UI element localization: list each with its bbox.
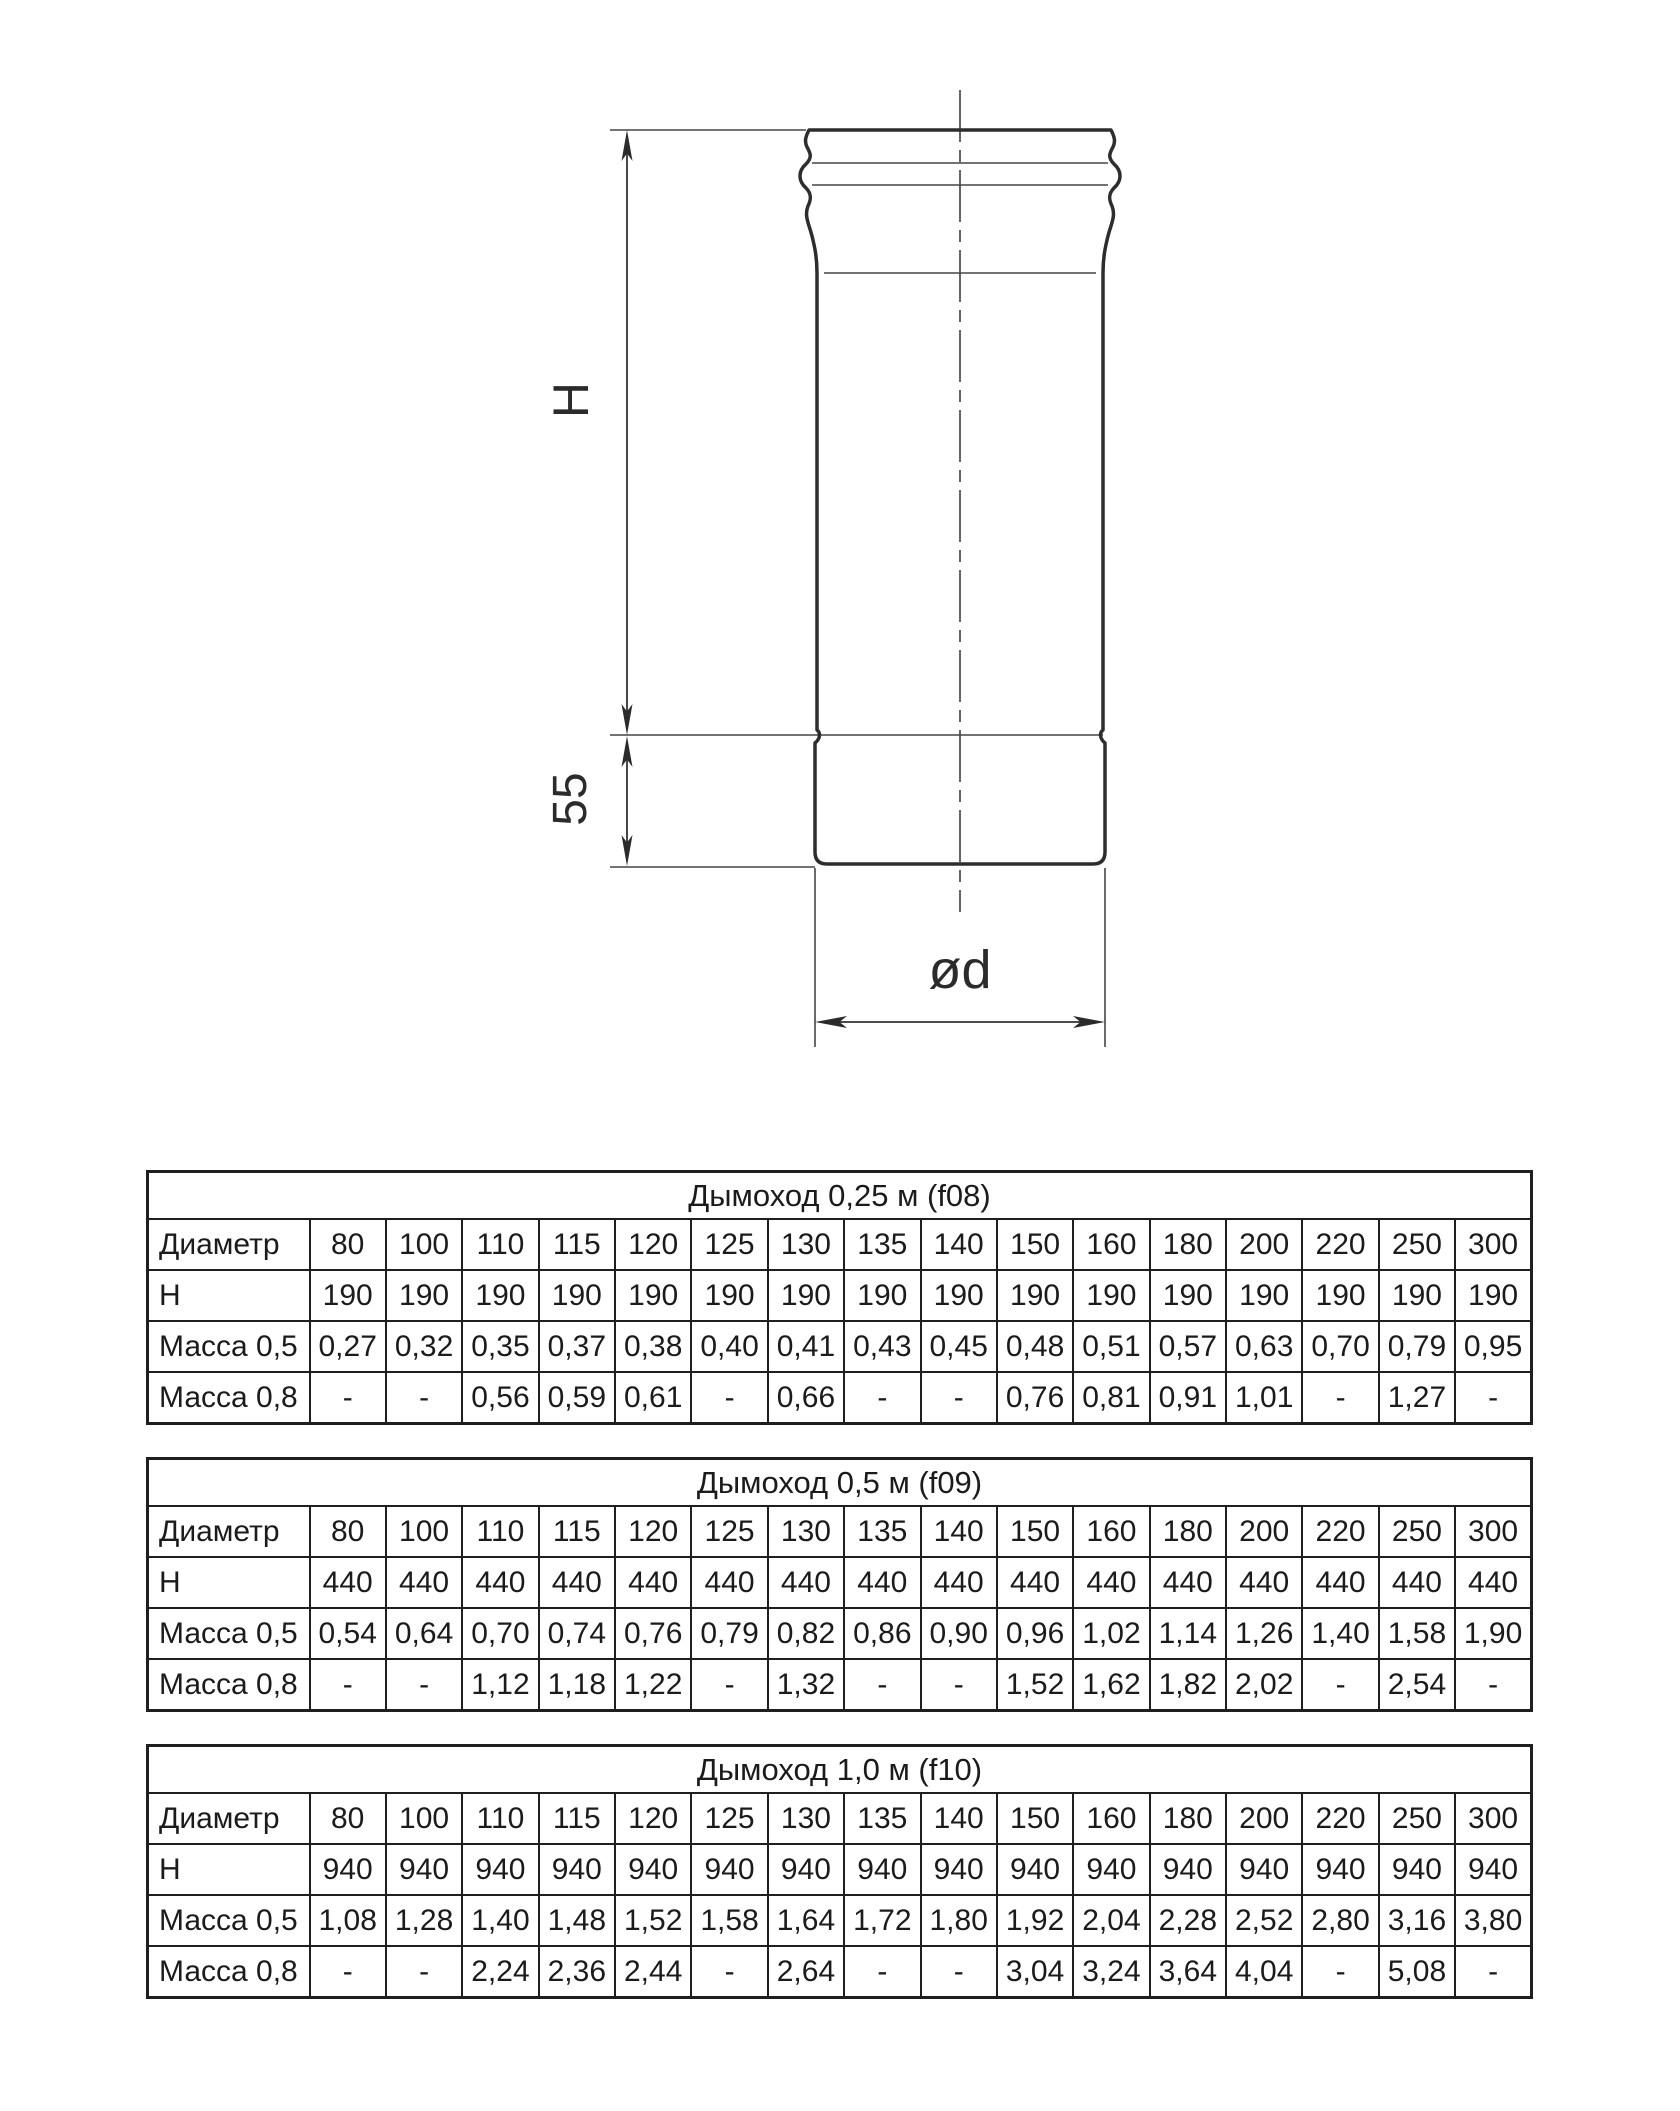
value-cell: - — [691, 1659, 767, 1711]
value-cell: 440 — [1302, 1557, 1378, 1608]
value-cell: 250 — [1379, 1793, 1455, 1844]
value-cell: 3,16 — [1379, 1895, 1455, 1946]
value-cell: 0,76 — [615, 1608, 691, 1659]
row-label: Н — [148, 1557, 310, 1608]
h-dimension-label: H — [543, 381, 599, 419]
table-row — [148, 1321, 1532, 1372]
value-cell: 440 — [768, 1557, 844, 1608]
table-title: Дымоход 0,5 м (f09) — [148, 1459, 1532, 1507]
value-cell: 1,12 — [462, 1659, 538, 1711]
value-cell: 110 — [462, 1219, 538, 1270]
value-cell: 0,54 — [310, 1608, 386, 1659]
value-cell: - — [386, 1372, 462, 1424]
table-row — [148, 1608, 1532, 1659]
value-cell: 4,04 — [1226, 1946, 1302, 1998]
value-cell: 0,35 — [462, 1321, 538, 1372]
value-cell: 1,01 — [1226, 1372, 1302, 1424]
row-label: Масса 0,8 — [148, 1946, 310, 1998]
value-cell: 2,02 — [1226, 1659, 1302, 1711]
value-cell: 440 — [997, 1557, 1073, 1608]
row-label: Масса 0,5 — [148, 1895, 310, 1946]
value-cell: 160 — [1073, 1793, 1149, 1844]
value-cell: 2,64 — [768, 1946, 844, 1998]
value-cell: 0,76 — [997, 1372, 1073, 1424]
value-cell: 125 — [691, 1506, 767, 1557]
value-cell: 0,96 — [997, 1608, 1073, 1659]
value-cell: 1,28 — [386, 1895, 462, 1946]
value-cell: 2,24 — [462, 1946, 538, 1998]
value-cell: 0,79 — [691, 1608, 767, 1659]
value-cell: 190 — [1455, 1270, 1531, 1321]
value-cell: 130 — [768, 1793, 844, 1844]
value-cell: 190 — [539, 1270, 615, 1321]
value-cell: 1,48 — [539, 1895, 615, 1946]
value-cell: 220 — [1302, 1793, 1378, 1844]
value-cell: 300 — [1455, 1793, 1531, 1844]
socket-55-dimension — [544, 736, 633, 866]
value-cell: 0,70 — [1302, 1321, 1378, 1372]
spec-table-f10 — [146, 1744, 1533, 1999]
value-cell: 1,90 — [1455, 1608, 1531, 1659]
value-cell: 1,80 — [921, 1895, 997, 1946]
value-cell: 250 — [1379, 1219, 1455, 1270]
value-cell: 1,52 — [997, 1659, 1073, 1711]
value-cell: 130 — [768, 1506, 844, 1557]
value-cell: 200 — [1226, 1219, 1302, 1270]
value-cell: 1,27 — [1379, 1372, 1455, 1424]
value-cell: 190 — [691, 1270, 767, 1321]
value-cell: 135 — [844, 1793, 920, 1844]
value-cell: - — [921, 1946, 997, 1998]
value-cell: 2,44 — [615, 1946, 691, 1998]
value-cell: 120 — [615, 1219, 691, 1270]
row-label: Диаметр — [148, 1219, 310, 1270]
row-label: Диаметр — [148, 1793, 310, 1844]
value-cell: 120 — [615, 1793, 691, 1844]
value-cell: 940 — [1302, 1844, 1378, 1895]
value-cell: 440 — [844, 1557, 920, 1608]
value-cell: 2,36 — [539, 1946, 615, 1998]
table-row — [148, 1270, 1532, 1321]
table-row — [148, 1557, 1532, 1608]
value-cell: - — [1302, 1946, 1378, 1998]
table-row — [148, 1219, 1532, 1270]
value-cell: 1,64 — [768, 1895, 844, 1946]
value-cell: 440 — [921, 1557, 997, 1608]
value-cell: 0,41 — [768, 1321, 844, 1372]
value-cell: 1,58 — [1379, 1608, 1455, 1659]
value-cell: 160 — [1073, 1506, 1149, 1557]
value-cell: 1,32 — [768, 1659, 844, 1711]
value-cell: 940 — [462, 1844, 538, 1895]
value-cell: 125 — [691, 1793, 767, 1844]
value-cell: 440 — [1073, 1557, 1149, 1608]
value-cell: 0,86 — [844, 1608, 920, 1659]
value-cell: - — [691, 1372, 767, 1424]
value-cell: 1,72 — [844, 1895, 920, 1946]
value-cell: 0,81 — [1073, 1372, 1149, 1424]
row-label: Н — [148, 1844, 310, 1895]
table-row — [148, 1506, 1532, 1557]
value-cell: 0,66 — [768, 1372, 844, 1424]
value-cell: 0,61 — [615, 1372, 691, 1424]
value-cell: 220 — [1302, 1506, 1378, 1557]
value-cell: 940 — [768, 1844, 844, 1895]
row-label: Н — [148, 1270, 310, 1321]
value-cell: 440 — [1455, 1557, 1531, 1608]
value-cell: - — [1302, 1659, 1378, 1711]
value-cell: 190 — [1226, 1270, 1302, 1321]
value-cell: - — [844, 1372, 920, 1424]
value-cell: 1,26 — [1226, 1608, 1302, 1659]
value-cell: 0,90 — [921, 1608, 997, 1659]
spec-table-f08 — [146, 1170, 1533, 1425]
value-cell: 1,40 — [462, 1895, 538, 1946]
value-cell: 2,04 — [1073, 1895, 1149, 1946]
value-cell: 190 — [615, 1270, 691, 1321]
value-cell: - — [921, 1659, 997, 1711]
table-row — [148, 1946, 1532, 1998]
table-title: Дымоход 1,0 м (f10) — [148, 1746, 1532, 1794]
value-cell: 1,40 — [1302, 1608, 1378, 1659]
value-cell: 190 — [386, 1270, 462, 1321]
value-cell: 110 — [462, 1793, 538, 1844]
value-cell: 140 — [921, 1219, 997, 1270]
value-cell: 140 — [921, 1506, 997, 1557]
value-cell: 940 — [1379, 1844, 1455, 1895]
value-cell: 440 — [1150, 1557, 1226, 1608]
table-row — [148, 1659, 1532, 1711]
value-cell: 440 — [386, 1557, 462, 1608]
value-cell: 1,18 — [539, 1659, 615, 1711]
value-cell: 440 — [691, 1557, 767, 1608]
value-cell: - — [310, 1659, 386, 1711]
value-cell: - — [1455, 1659, 1531, 1711]
value-cell: 300 — [1455, 1219, 1531, 1270]
table-row — [148, 1844, 1532, 1895]
value-cell: 0,91 — [1150, 1372, 1226, 1424]
value-cell: 0,40 — [691, 1321, 767, 1372]
value-cell: 0,56 — [462, 1372, 538, 1424]
value-cell: 0,95 — [1455, 1321, 1531, 1372]
value-cell: 80 — [310, 1506, 386, 1557]
row-label: Масса 0,5 — [148, 1321, 310, 1372]
value-cell: - — [310, 1372, 386, 1424]
value-cell: 440 — [462, 1557, 538, 1608]
value-cell: 1,92 — [997, 1895, 1073, 1946]
value-cell: 1,62 — [1073, 1659, 1149, 1711]
value-cell: 440 — [539, 1557, 615, 1608]
value-cell: - — [1302, 1372, 1378, 1424]
value-cell: 160 — [1073, 1219, 1149, 1270]
value-cell: 1,58 — [691, 1895, 767, 1946]
value-cell: 0,64 — [386, 1608, 462, 1659]
value-cell: 2,80 — [1302, 1895, 1378, 1946]
value-cell: 190 — [844, 1270, 920, 1321]
value-cell: 0,82 — [768, 1608, 844, 1659]
value-cell: - — [844, 1946, 920, 1998]
value-cell: 115 — [539, 1506, 615, 1557]
value-cell: 150 — [997, 1793, 1073, 1844]
value-cell: 80 — [310, 1793, 386, 1844]
value-cell: 120 — [615, 1506, 691, 1557]
value-cell: 0,79 — [1379, 1321, 1455, 1372]
value-cell: 80 — [310, 1219, 386, 1270]
value-cell: 2,52 — [1226, 1895, 1302, 1946]
value-cell: 0,38 — [615, 1321, 691, 1372]
value-cell: 135 — [844, 1506, 920, 1557]
value-cell: 1,08 — [310, 1895, 386, 1946]
value-cell: 0,32 — [386, 1321, 462, 1372]
diameter-dimension-label: ød — [928, 940, 992, 1000]
value-cell: 2,28 — [1150, 1895, 1226, 1946]
row-label: Масса 0,5 — [148, 1608, 310, 1659]
value-cell: 180 — [1150, 1793, 1226, 1844]
value-cell: 3,24 — [1073, 1946, 1149, 1998]
value-cell: 190 — [1150, 1270, 1226, 1321]
extension-lines — [610, 130, 1108, 1047]
value-cell: 300 — [1455, 1506, 1531, 1557]
value-cell: 5,08 — [1379, 1946, 1455, 1998]
value-cell: 940 — [310, 1844, 386, 1895]
value-cell: 1,14 — [1150, 1608, 1226, 1659]
value-cell: 0,43 — [844, 1321, 920, 1372]
value-cell: 440 — [615, 1557, 691, 1608]
table-row — [148, 1793, 1532, 1844]
value-cell: 0,59 — [539, 1372, 615, 1424]
value-cell: 940 — [997, 1844, 1073, 1895]
value-cell: 940 — [1073, 1844, 1149, 1895]
table-row — [148, 1372, 1532, 1424]
value-cell: - — [386, 1946, 462, 1998]
table-title: Дымоход 0,25 м (f08) — [148, 1172, 1532, 1220]
value-cell: - — [1455, 1372, 1531, 1424]
value-cell: 940 — [539, 1844, 615, 1895]
row-label: Диаметр — [148, 1506, 310, 1557]
value-cell: 135 — [844, 1219, 920, 1270]
value-cell: 220 — [1302, 1219, 1378, 1270]
value-cell: 3,64 — [1150, 1946, 1226, 1998]
value-cell: 1,22 — [615, 1659, 691, 1711]
value-cell: - — [691, 1946, 767, 1998]
value-cell: 0,63 — [1226, 1321, 1302, 1372]
value-cell: 180 — [1150, 1219, 1226, 1270]
value-cell: 940 — [1150, 1844, 1226, 1895]
value-cell: 100 — [386, 1219, 462, 1270]
value-cell: 940 — [1226, 1844, 1302, 1895]
value-cell: 190 — [1302, 1270, 1378, 1321]
value-cell: 940 — [691, 1844, 767, 1895]
value-cell: 2,54 — [1379, 1659, 1455, 1711]
value-cell: 125 — [691, 1219, 767, 1270]
value-cell: 0,51 — [1073, 1321, 1149, 1372]
value-cell: - — [386, 1659, 462, 1711]
value-cell: 130 — [768, 1219, 844, 1270]
value-cell: 150 — [997, 1219, 1073, 1270]
value-cell: 115 — [539, 1219, 615, 1270]
value-cell: 0,57 — [1150, 1321, 1226, 1372]
socket-dimension-label: 55 — [544, 772, 597, 826]
value-cell: 1,02 — [1073, 1608, 1149, 1659]
value-cell: 0,45 — [921, 1321, 997, 1372]
value-cell: 115 — [539, 1793, 615, 1844]
row-label: Масса 0,8 — [148, 1372, 310, 1424]
value-cell: 190 — [768, 1270, 844, 1321]
value-cell: 190 — [462, 1270, 538, 1321]
value-cell: 110 — [462, 1506, 538, 1557]
table-row — [148, 1895, 1532, 1946]
value-cell: 190 — [1073, 1270, 1149, 1321]
value-cell: 440 — [310, 1557, 386, 1608]
value-cell: 940 — [615, 1844, 691, 1895]
value-cell: 1,82 — [1150, 1659, 1226, 1711]
value-cell: 1,52 — [615, 1895, 691, 1946]
diameter-dimension — [815, 940, 1105, 1028]
value-cell: 140 — [921, 1793, 997, 1844]
value-cell: - — [844, 1659, 920, 1711]
value-cell: 250 — [1379, 1506, 1455, 1557]
value-cell: 3,80 — [1455, 1895, 1531, 1946]
value-cell: - — [1455, 1946, 1531, 1998]
value-cell: 3,04 — [997, 1946, 1073, 1998]
value-cell: 0,74 — [539, 1608, 615, 1659]
value-cell: 440 — [1379, 1557, 1455, 1608]
row-label: Масса 0,8 — [148, 1659, 310, 1711]
value-cell: 940 — [386, 1844, 462, 1895]
value-cell: - — [310, 1946, 386, 1998]
value-cell: - — [921, 1372, 997, 1424]
value-cell: 0,48 — [997, 1321, 1073, 1372]
value-cell: 940 — [1455, 1844, 1531, 1895]
value-cell: 100 — [386, 1506, 462, 1557]
spec-table-f09 — [146, 1457, 1533, 1712]
value-cell: 200 — [1226, 1506, 1302, 1557]
value-cell: 190 — [921, 1270, 997, 1321]
value-cell: 940 — [921, 1844, 997, 1895]
value-cell: 190 — [1379, 1270, 1455, 1321]
value-cell: 150 — [997, 1506, 1073, 1557]
value-cell: 440 — [1226, 1557, 1302, 1608]
value-cell: 180 — [1150, 1506, 1226, 1557]
value-cell: 940 — [844, 1844, 920, 1895]
value-cell: 100 — [386, 1793, 462, 1844]
h-dimension — [543, 130, 633, 735]
value-cell: 0,27 — [310, 1321, 386, 1372]
value-cell: 0,37 — [539, 1321, 615, 1372]
value-cell: 0,70 — [462, 1608, 538, 1659]
value-cell: 190 — [997, 1270, 1073, 1321]
value-cell: 190 — [310, 1270, 386, 1321]
value-cell: 200 — [1226, 1793, 1302, 1844]
